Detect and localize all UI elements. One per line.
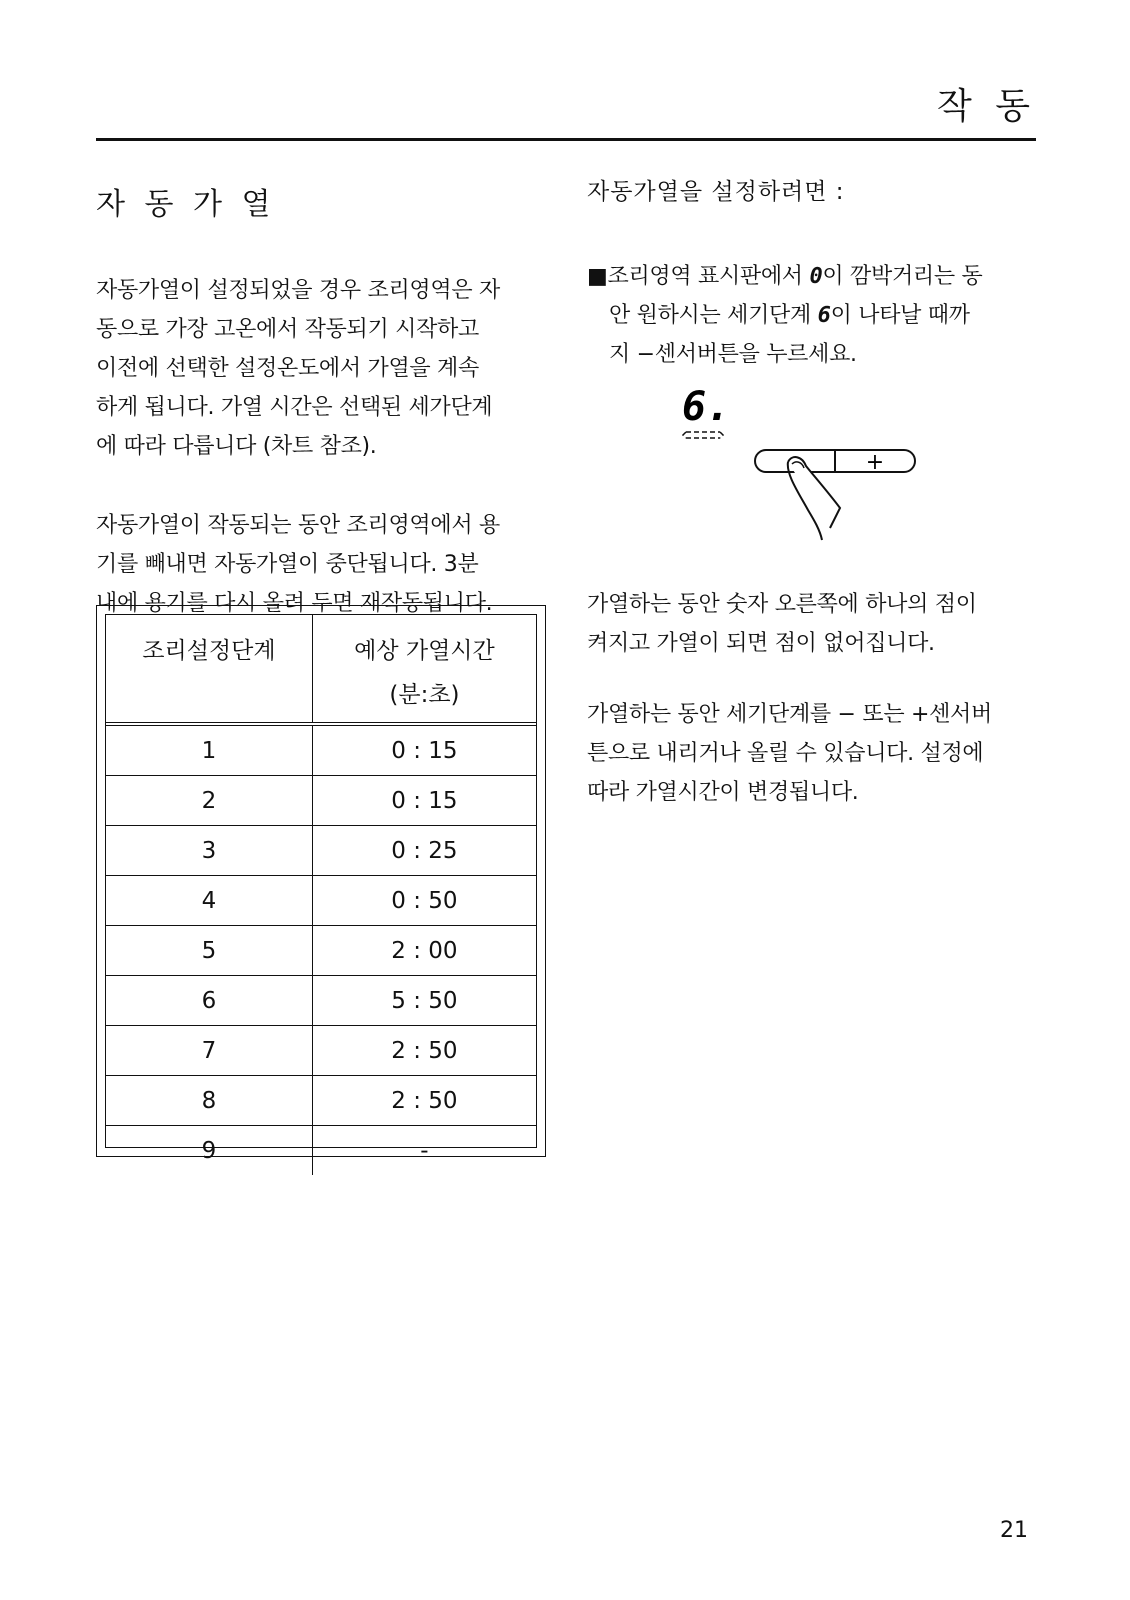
text-line: 하게 됩니다. 가열 시간은 선택된 세가단계 [96,395,493,420]
level-cell: 8 [106,1076,312,1126]
level-cell: 2 [106,776,312,826]
table-row [106,776,536,826]
time-cell: 0 : 15 [312,724,536,776]
setup-heading: 자동가열을 설정하려면 : [587,179,845,205]
display-zero: 0 [809,264,823,289]
level-cell: 3 [106,826,312,876]
text-line: 이전에 선택한 설정온도에서 가열을 계속 [96,356,479,381]
dot-explanation [587,585,1037,663]
adjust-explanation [587,695,1037,812]
text-line: 안 원하시는 세기단계 6이 나타날 때까 [609,303,970,328]
display-digit: 6. [682,384,731,430]
section-title: 자 동 가 열 [96,187,276,222]
level-cell: 4 [106,876,312,926]
heating-table [106,615,536,1175]
section-label: 작 동 [937,86,1036,127]
setup-instruction [587,257,1037,374]
time-cell: - [312,1126,536,1176]
left-column [96,175,546,623]
control-panel-diagram [680,380,960,550]
text-line: 기를 빼내면 자동가열이 중단됩니다. 3분 [96,552,479,577]
text-line: 동으로 가장 고온에서 작동되기 시작하고 [96,317,479,342]
time-cell: 0 : 15 [312,776,536,826]
page-number: 21 [1000,1518,1028,1543]
table-row [106,1076,536,1126]
time-cell: 2 : 00 [312,926,536,976]
plus-sensor-button[interactable]: + [865,450,885,475]
time-cell: 2 : 50 [312,1076,536,1126]
text-line: 내에 용기를 다시 올려 두면 재작동됩니다. [96,591,493,616]
level-cell: 5 [106,926,312,976]
text-line: 가열하는 동안 세기단계를 − 또는 +센서버 [587,702,992,727]
sensor-button-bar[interactable] [755,450,915,472]
time-cell: 0 : 25 [312,826,536,876]
table-row [106,724,536,776]
table-row [106,876,536,926]
heating-time-table [96,605,546,1164]
text-line: 켜지고 가열이 되면 점이 없어집니다. [587,631,935,656]
text-line: 튼으로 내리거나 올릴 수 있습니다. 설정에 [587,741,984,766]
header-time: 예상 가열시간 (분:초) [354,638,495,708]
time-cell: 2 : 50 [312,1026,536,1076]
text-line: 지 −센서버튼을 누르세요. [609,342,857,367]
table-header-row [106,615,536,724]
table-row [106,826,536,876]
time-cell: 5 : 50 [312,976,536,1026]
text-line: 가열하는 동안 숫자 오른쪽에 하나의 점이 [587,592,977,617]
table-inner-frame [105,614,537,1164]
level-cell: 9 [106,1126,312,1176]
level-cell: 7 [106,1026,312,1076]
table-row [106,1026,536,1076]
text-line: 자동가열이 작동되는 동안 조리영역에서 용 [96,513,500,538]
header-level: 조리설정단계 [106,615,312,724]
table-row [106,1126,536,1176]
text-line: 에 따라 다릅니다 (차트 참조). [96,434,377,459]
heat-indicator-icon [683,432,723,438]
intro-paragraph [96,271,546,466]
table-row [106,926,536,976]
right-column [587,175,1037,374]
header-unit: (분:초) [389,682,460,708]
time-cell: 0 : 50 [312,876,536,926]
level-cell: 1 [106,724,312,776]
page-header [96,70,1036,141]
text-line: 따라 가열시간이 변경됩니다. [587,780,859,805]
text-line: 자동가열이 설정되었을 경우 조리영역은 자 [96,278,500,303]
table-row [106,976,536,1026]
display-six: 6 [817,303,831,328]
text-line: ■조리영역 표시판에서 0이 깜박거리는 동 [587,264,983,289]
level-cell: 6 [106,976,312,1026]
